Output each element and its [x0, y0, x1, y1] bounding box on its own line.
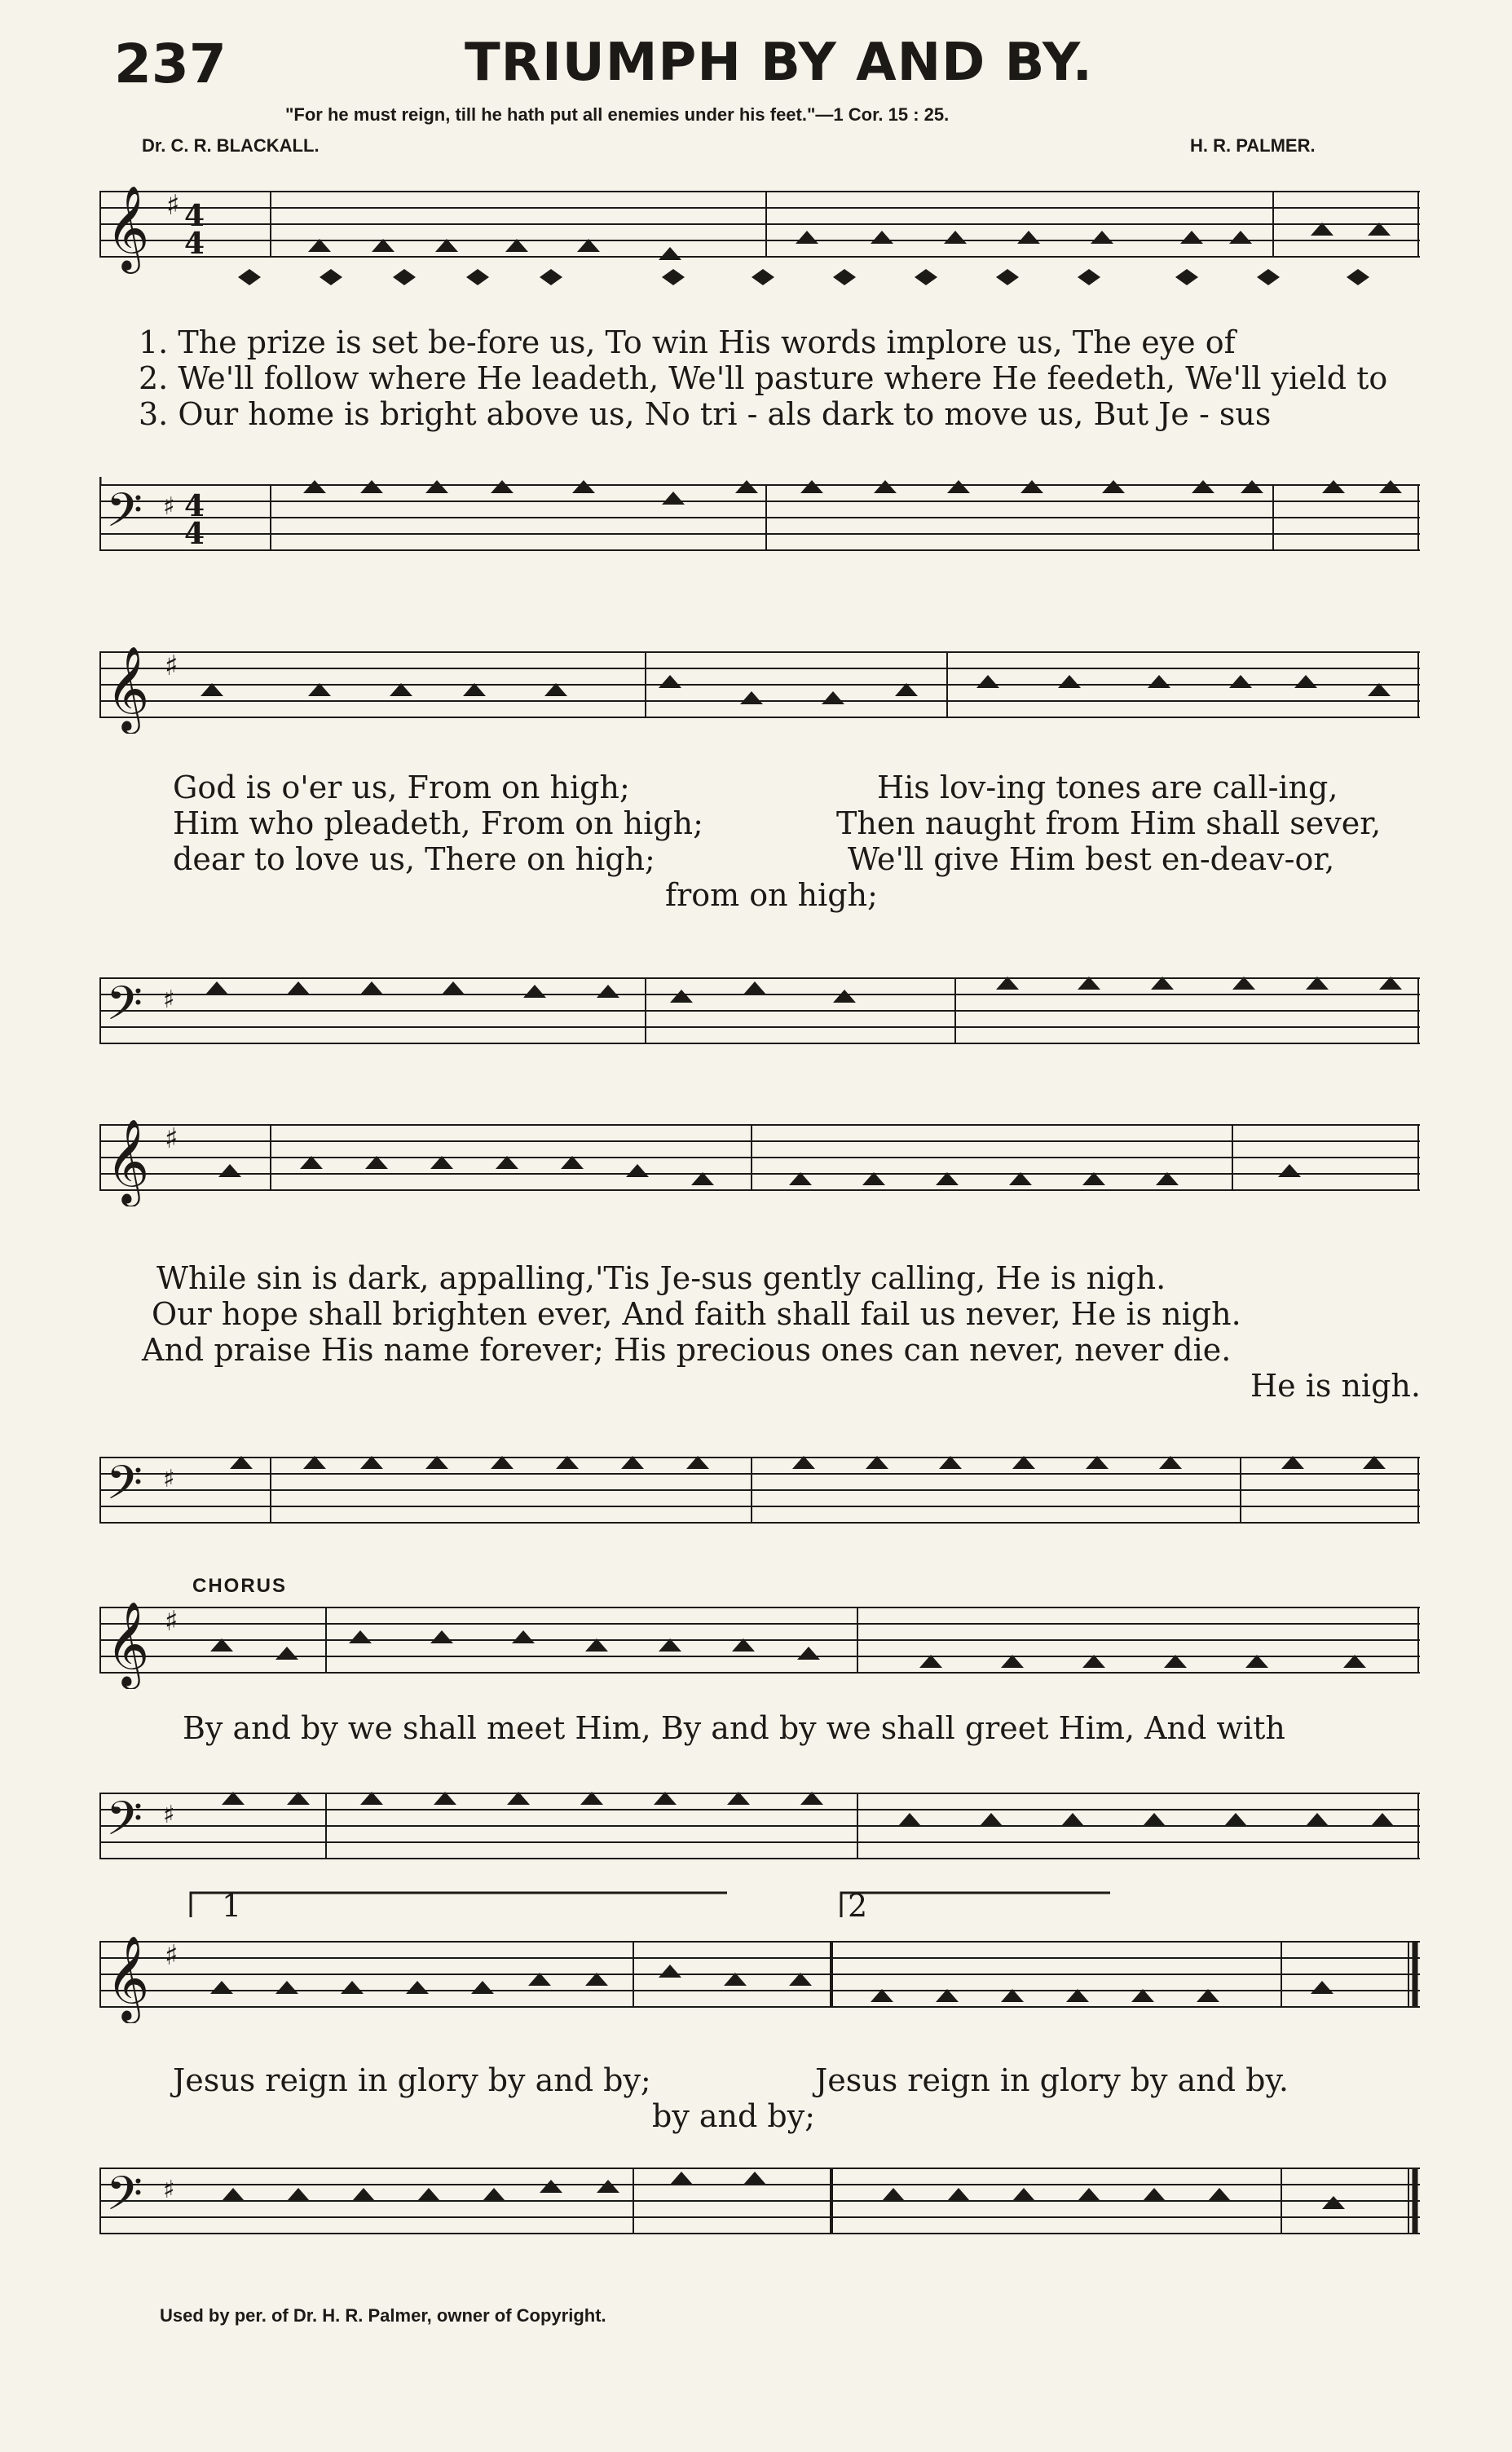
ending-brackets: [99, 1888, 1420, 1921]
svg-text:♯: ♯: [166, 189, 180, 222]
verse-2-line-1: 2. We'll follow where He leadeth, We'll pasture where He feedeth, We'll yield to: [139, 360, 1388, 396]
svg-text:4: 4: [184, 199, 205, 233]
treble-staff-final: [99, 1934, 1420, 2023]
verse-2-line-2-right: Then naught from Him shall sever,: [836, 805, 1382, 841]
svg-text:4: 4: [184, 489, 205, 523]
svg-text:♯: ♯: [163, 1801, 175, 1829]
bass-staff-final: [99, 2160, 1420, 2250]
second-ending-label: 2: [848, 1888, 868, 1924]
svg-text:♯: ♯: [163, 986, 175, 1014]
svg-text:♯: ♯: [163, 492, 175, 521]
verse-3-line-2-right: We'll give Him best en-deav-or,: [848, 841, 1335, 877]
hymn-number: 237: [114, 33, 227, 95]
svg-text:𝄢: 𝄢: [106, 483, 143, 549]
svg-text:𝄢: 𝄢: [106, 1455, 143, 1522]
treble-staff-lower-voice: [99, 261, 1420, 310]
verse-2-line-3: Our hope shall brighten ever, And faith shall fail us never, He is nigh.: [152, 1296, 1241, 1332]
svg-text:4: 4: [184, 227, 205, 261]
author-credit: Dr. C. R. BLACKALL.: [142, 135, 320, 156]
svg-text:4: 4: [184, 517, 205, 551]
svg-text:𝄞: 𝄞: [106, 1935, 150, 2021]
copyright-footer: Used by per. of Dr. H. R. Palmer, owner of Copyright.: [160, 2305, 606, 2326]
svg-text:𝄞: 𝄞: [106, 185, 150, 271]
svg-text:𝄞: 𝄞: [106, 1601, 150, 1687]
scripture-epigraph: "For he must reign, till he hath put all enemies under his feet."—1 Cor. 15 : 25.: [285, 104, 950, 125]
verse-1-line-1: 1. The prize is set be-fore us, To win His words implore us, The eye of: [139, 324, 1236, 360]
svg-text:𝄞: 𝄞: [106, 1118, 150, 1204]
verse-3-line-1: 3. Our home is bright above us, No tri - als dark to move us, But Je - sus: [139, 396, 1272, 432]
chorus-label: CHORUS: [192, 1575, 288, 1597]
bass-staff-chorus: [99, 1785, 1420, 1875]
bass-staff-3: [99, 1449, 1420, 1539]
bass-staff-2: [99, 970, 1420, 1060]
bass-staff: [99, 477, 1420, 607]
first-ending-label: 1: [222, 1888, 242, 1924]
final-alt-text: by and by;: [652, 2098, 816, 2134]
svg-text:♯: ♯: [165, 650, 179, 682]
chorus-line-1: By and by we shall meet Him, By and by we shall greet Him, And with: [183, 1710, 1285, 1746]
svg-text:♯: ♯: [165, 1122, 179, 1155]
svg-text:𝄢: 𝄢: [106, 2166, 143, 2233]
treble-staff-2: [99, 644, 1420, 734]
verse-1-line-3: While sin is dark, appalling,'Tis Je-sus gently calling, He is nigh.: [156, 1260, 1166, 1296]
verse-1-line-2: God is o'er us, From on high;: [173, 770, 630, 805]
final-line-right: Jesus reign in glory by and by.: [815, 2062, 1289, 2098]
hymn-title: TRIUMPH BY AND BY.: [465, 33, 1093, 93]
composer-credit: H. R. PALMER.: [1190, 135, 1316, 156]
verse-3-line-2: dear to love us, There on high;: [173, 841, 655, 877]
svg-text:♯: ♯: [165, 1605, 179, 1638]
verse-2-line-2: Him who pleadeth, From on high;: [173, 805, 703, 841]
svg-text:𝄢: 𝄢: [106, 1791, 143, 1858]
treble-staff-3: [99, 1117, 1420, 1206]
verse-1-line-2-right: His lov-ing tones are call-ing,: [877, 770, 1338, 805]
svg-text:♯: ♯: [165, 1939, 179, 1972]
svg-text:𝄞: 𝄞: [106, 646, 150, 731]
verse-3-line-3: And praise His name forever; His precious ones can never, never die.: [142, 1332, 1232, 1368]
svg-text:♯: ♯: [163, 1465, 175, 1493]
svg-text:𝄢: 𝄢: [106, 976, 143, 1043]
final-line-left: Jesus reign in glory by and by;: [173, 2062, 651, 2098]
treble-staff-chorus: [99, 1599, 1420, 1689]
bass-alt-text-2: He is nigh.: [1250, 1368, 1421, 1404]
bass-alt-text: from on high;: [665, 877, 878, 913]
svg-text:♯: ♯: [163, 2176, 175, 2204]
